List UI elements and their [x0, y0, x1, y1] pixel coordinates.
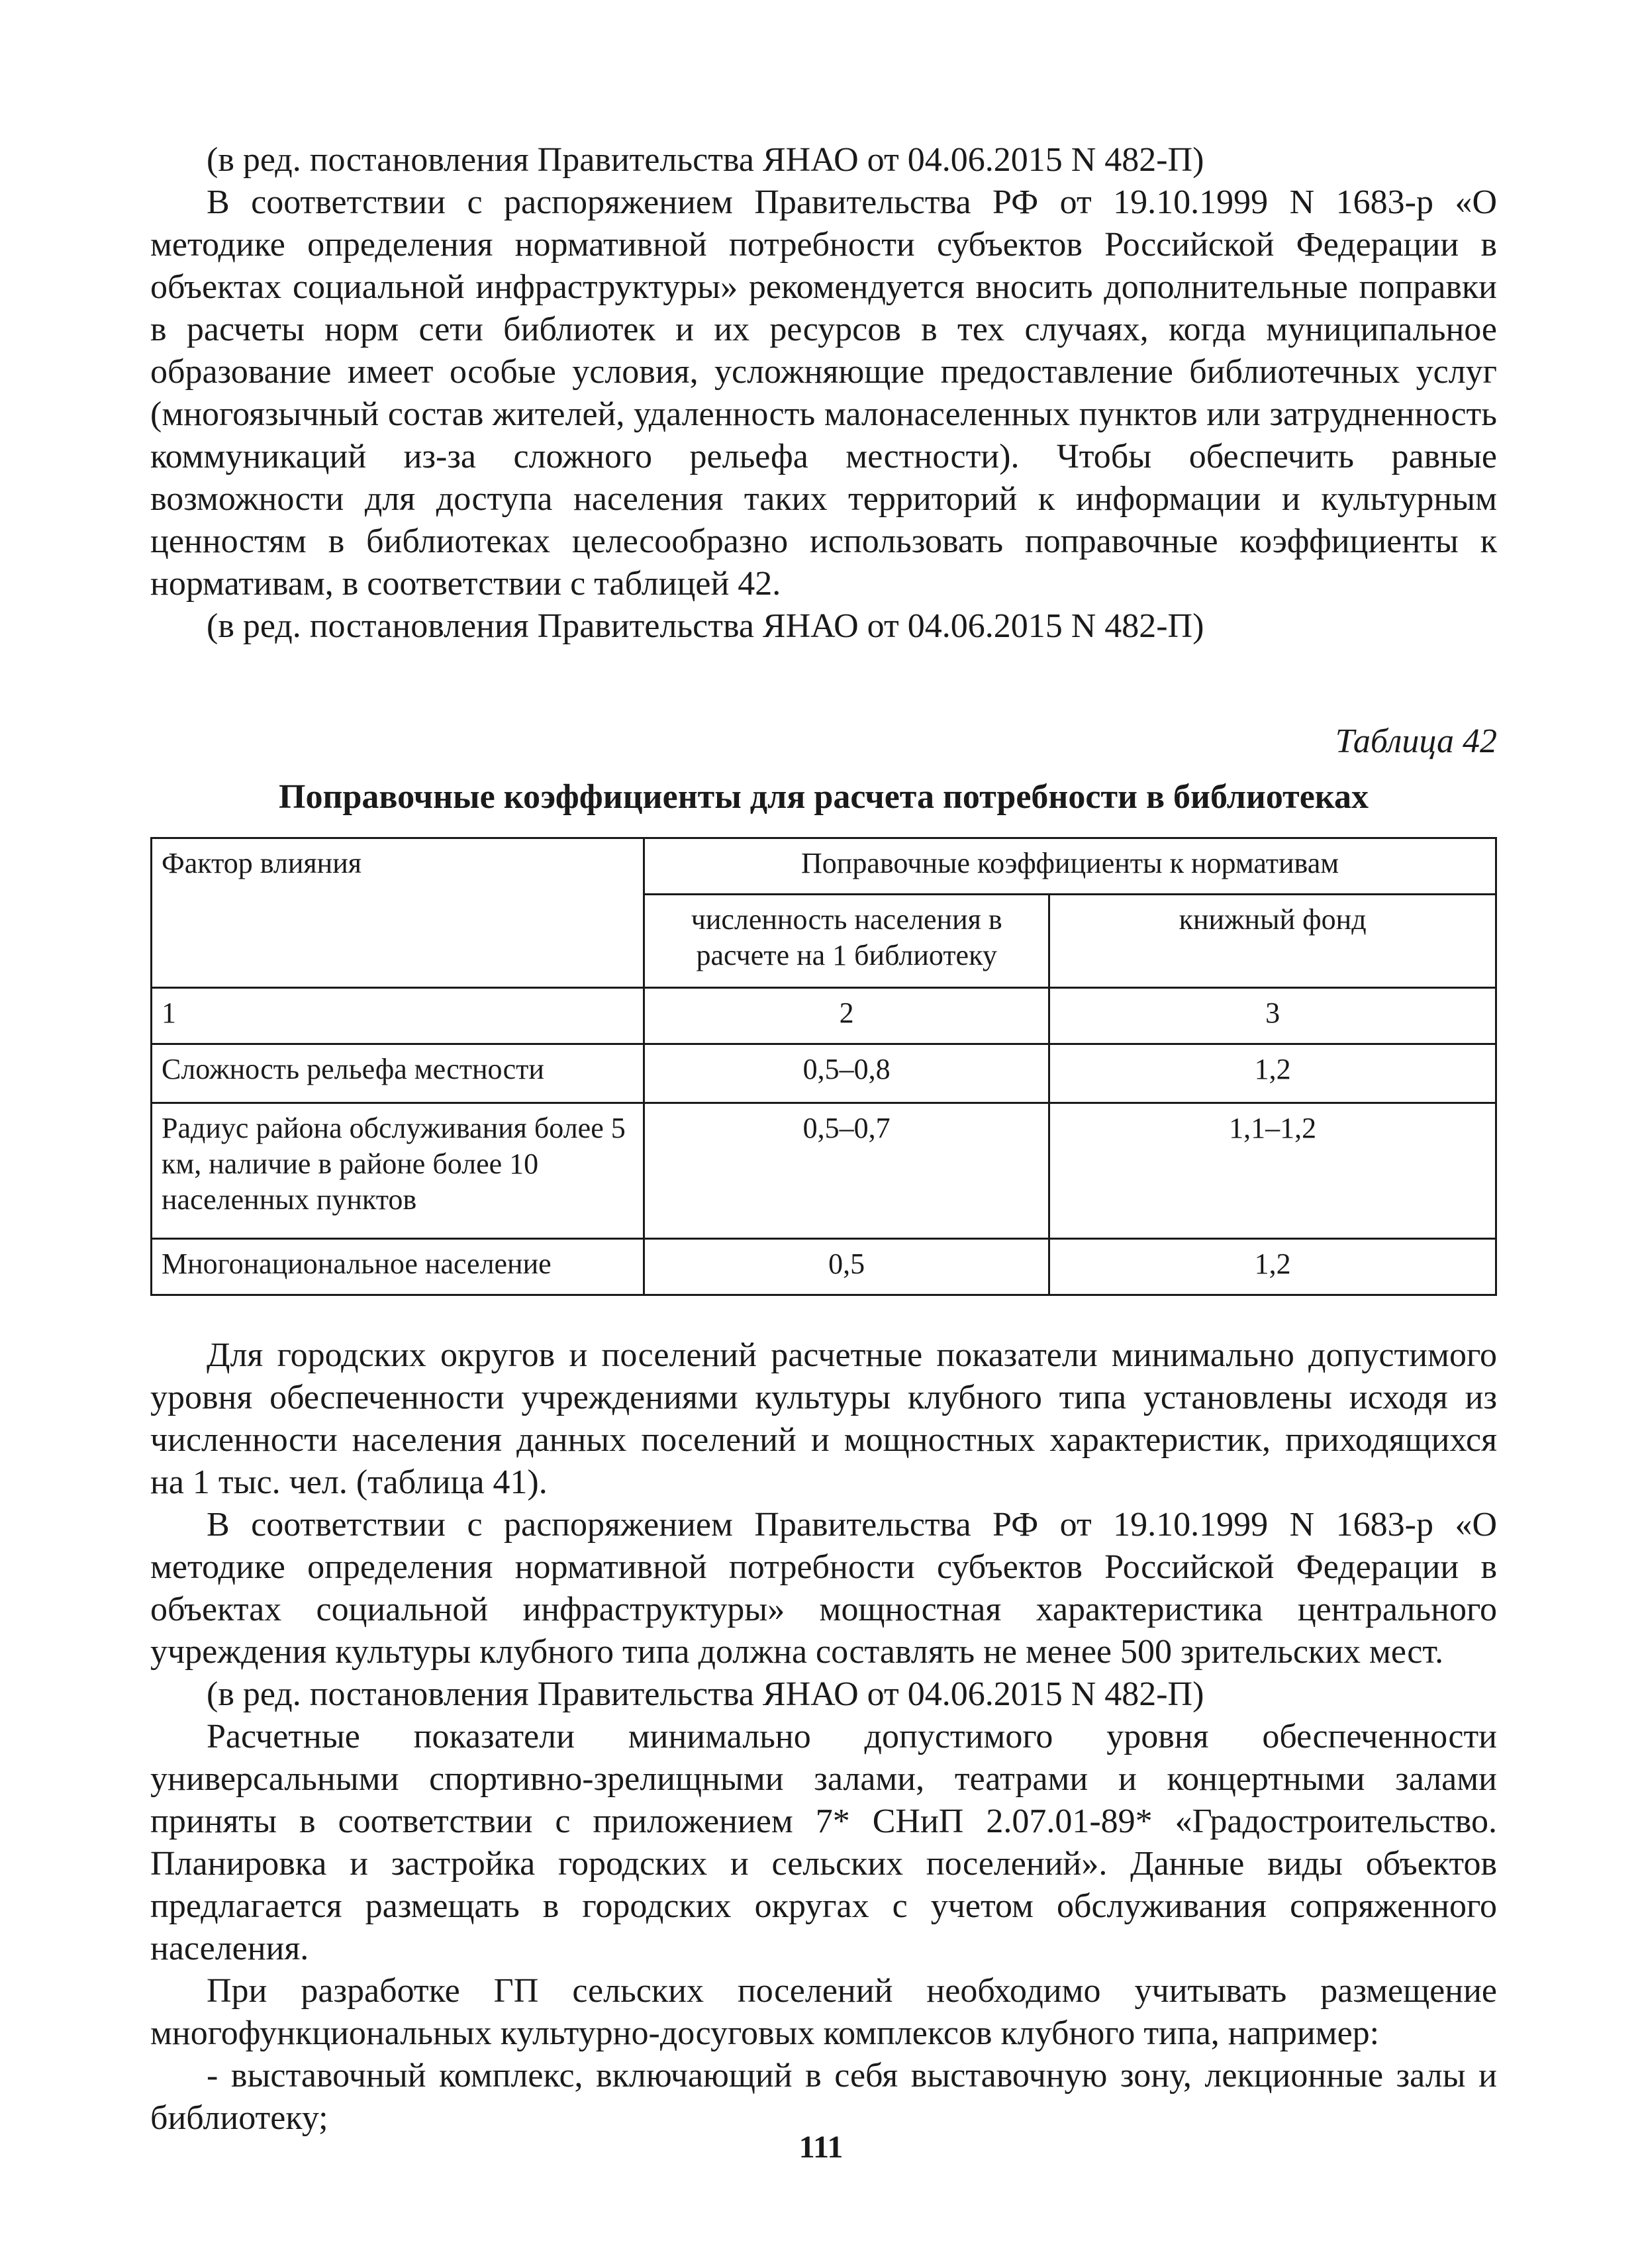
header-factor: Фактор влияния [152, 838, 644, 988]
table-cell: 2 [644, 988, 1049, 1044]
table-cell-population: 0,5 [644, 1239, 1049, 1295]
table-cell-factor: Сложность рельефа местности [152, 1044, 644, 1103]
table-cell-population: 0,5–0,8 [644, 1044, 1049, 1103]
table-row [152, 1044, 1496, 1103]
paragraph: Расчетные показатели минимально допустимого уровня обеспеченности универсальными спортивно-зрелищными залами, театрами и концертными залами приняты в соответствии с приложением 7* СНиП 2.07.01-89* «Градостроительство. Планировка и застройка городских и сельских поселений». Данные виды объектов предлагается размещать в городских округах с учетом обслуживания сопряженного населения. [150, 1718, 1497, 1967]
table-cell-fund: 1,2 [1049, 1044, 1496, 1103]
table-caption: Таблица 42 [1335, 722, 1497, 760]
paragraph: В соответствии с распоряжением Правительства РФ от 19.10.1999 N 1683-р «О методике определения нормативной потребности субъектов Российской Федерации в объектах социальной инфраструктуры» мощностная характеристика центрального учреждения культуры клубного типа должна составлять не менее 500 зрительских мест. [150, 1506, 1497, 1671]
coefficients-table [150, 837, 1497, 1296]
header-population: численность населения в расчете на 1 библиотеку [644, 895, 1049, 988]
paragraph: В соответствии с распоряжением Правительства РФ от 19.10.1999 N 1683-р «О методике определения нормативной потребности субъектов Российской Федерации в объектах социальной инфраструктуры» рекомендуется вносить дополнительные поправки в расчеты норм сети библиотек и их ресурсов в тех случаях, когда муниципальное образование имеет особые условия, усложняющие предоставление библиотечных услуг (многоязычный состав жителей, удаленность малонаселенных пунктов или затрудненность коммуникаций из-за сложного рельефа местности). Чтобы обеспечить равные возможности для доступа населения таких территорий к информации и культурным ценностям в библиотеках целесообразно использовать поправочные коэффициенты к нормативам, в соответствии с таблицей 42. [150, 183, 1497, 603]
document-page [150, 139, 1497, 2140]
table-cell-population: 0,5–0,7 [644, 1103, 1049, 1239]
paragraph: При разработке ГП сельских поселений необходимо учитывать размещение многофункциональных культурно-досуговых комплексов клубного типа, например: [150, 1972, 1497, 2052]
amendment-note: (в ред. постановления Правительства ЯНАО от 04.06.2015 N 482-П) [207, 141, 1204, 179]
list-item: - выставочный комплекс, включающий в себя выставочную зону, лекционные залы и библиотеку; [150, 2057, 1497, 2137]
table-title: Поправочные коэффициенты для расчета потребности в библиотеках [279, 778, 1369, 816]
table-row [152, 1239, 1496, 1295]
table-header-row [152, 838, 1496, 895]
table-numbering-row [152, 988, 1496, 1044]
header-book-fund: книжный фонд [1049, 895, 1496, 988]
table-cell-fund: 1,1–1,2 [1049, 1103, 1496, 1239]
page-number: 111 [798, 2130, 844, 2165]
table-cell: 3 [1049, 988, 1496, 1044]
table-cell-factor: Многонациональное население [152, 1239, 644, 1295]
amendment-note: (в ред. постановления Правительства ЯНАО от 04.06.2015 N 482-П) [207, 607, 1204, 645]
table-cell-factor: Радиус района обслуживания более 5 км, наличие в районе более 10 населенных пунктов [152, 1103, 644, 1239]
paragraph: Для городских округов и поселений расчетные показатели минимально допустимого уровня обеспеченности учреждениями культуры клубного типа установлены исходя из численности населения данных поселений и мощностных характеристик, приходящихся на 1 тыс. чел. (таблица 41). [150, 1336, 1497, 1501]
table-cell: 1 [152, 988, 644, 1044]
table-cell-fund: 1,2 [1049, 1239, 1496, 1295]
header-group: Поправочные коэффициенты к нормативам [644, 838, 1496, 895]
table-row [152, 1103, 1496, 1239]
amendment-note: (в ред. постановления Правительства ЯНАО от 04.06.2015 N 482-П) [207, 1675, 1204, 1713]
